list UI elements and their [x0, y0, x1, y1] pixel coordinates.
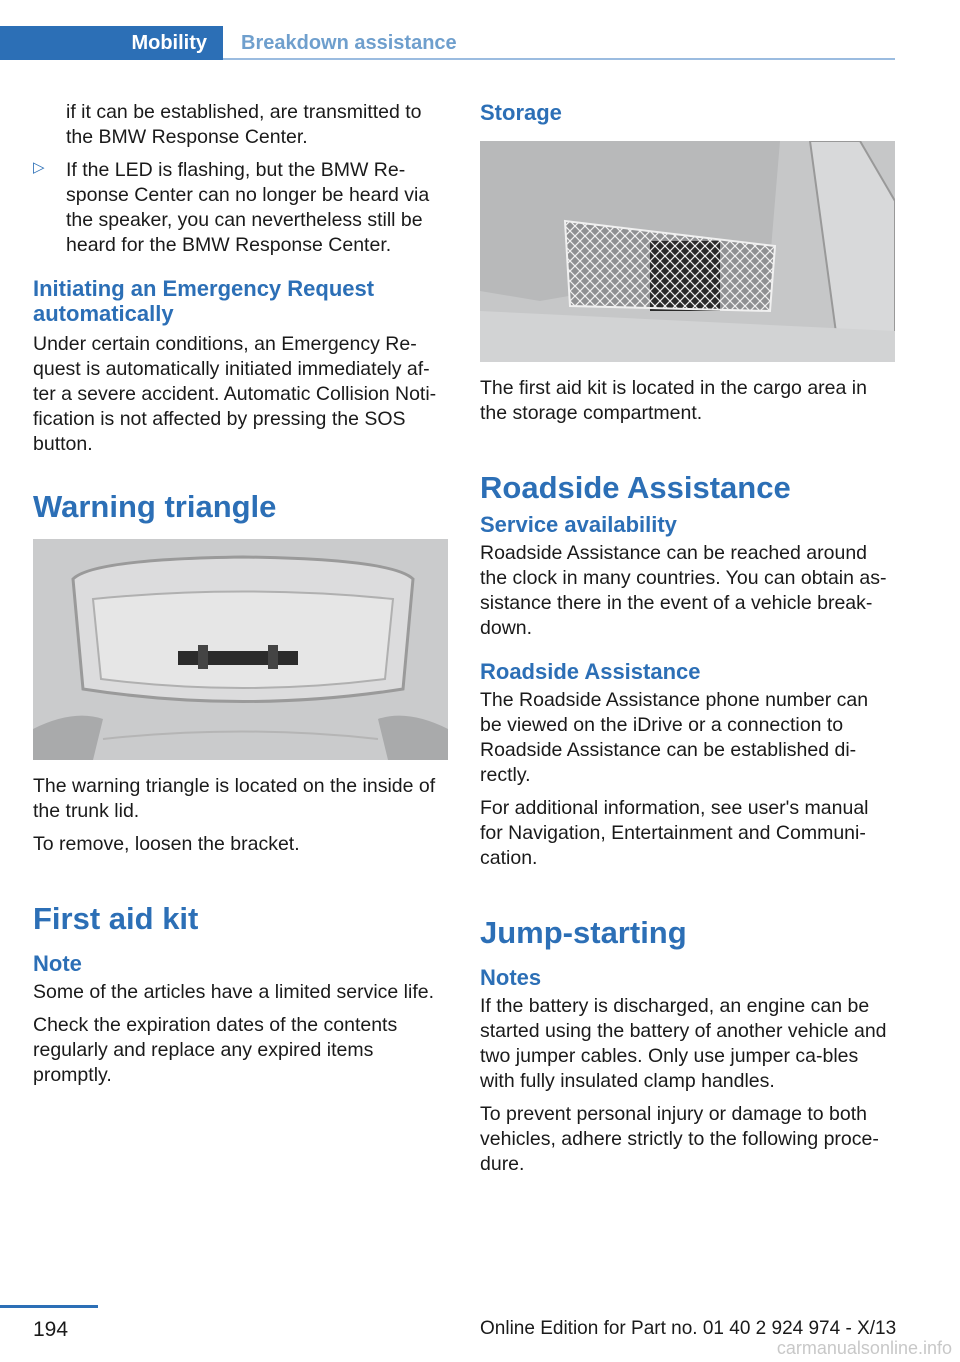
page-number: 194 [33, 1318, 69, 1341]
service-text: Roadside Assistance can be reached around the clock in many countries. You can obtain as‐sistance there in the event of a vehicle break‐down. [480, 542, 887, 639]
heading-notes: Notes [480, 965, 542, 990]
chapter-label: Breakdown assistance [241, 31, 457, 54]
storage-image [480, 141, 895, 362]
heading-roadside-sub: Roadside Assistance [480, 659, 701, 684]
watermark: carmanualsonline.info [776, 1338, 952, 1358]
roadside-text-2: For additional information, see user's manual for Navigation, Entertainment and Communi‐cation. [480, 797, 869, 869]
warning-text-2: To remove, loosen the bracket. [33, 833, 300, 855]
section-tab [0, 26, 223, 60]
warning-triangle-image [33, 539, 448, 760]
section-label: Mobility [131, 31, 207, 54]
heading-service-availability: Service availability [480, 512, 677, 537]
initiating-text: Under certain conditions, an Emergency Re‐quest is automatically initiated immediately af‐ter a severe accident. Automatic Collision Noti‐fication is not affected by pressing the SOS button. [33, 333, 437, 455]
storage-text: The first aid kit is located in the cargo area in the storage compartment. [480, 377, 867, 424]
roadside-text-1: The Roadside Assistance phone number can be viewed on the iDrive or a connection to Roadside Assistance can be established di‐rectly. [480, 689, 869, 786]
triangle-bullet-icon: ▷ [33, 159, 45, 176]
bullet-item [33, 158, 448, 258]
left-column [33, 100, 448, 1088]
right-column [480, 100, 895, 1177]
heading-note: Note [33, 951, 82, 976]
page-header [0, 26, 895, 60]
heading-roadside-assistance: Roadside Assistance [480, 470, 791, 505]
heading-jump-starting: Jump-starting [480, 915, 687, 950]
heading-first-aid: First aid kit [33, 901, 199, 936]
trunk-lid-illustration [33, 539, 448, 760]
cargo-net-illustration [480, 141, 895, 362]
note-text-2: Check the expiration dates of the contents regularly and replace any expired items promptly. [33, 1014, 398, 1086]
heading-warning-triangle: Warning triangle [33, 489, 277, 524]
note-text-1: Some of the articles have a limited service life. [33, 981, 435, 1003]
footer-divider [0, 1305, 98, 1308]
notes-text-2: To prevent personal injury or damage to both vehicles, adhere strictly to the following proce‐dure. [480, 1103, 879, 1175]
heading-storage: Storage [480, 100, 562, 125]
notes-text-1: If the battery is discharged, an engine can be started using the battery of another vehicle and two jumper cables. Only use jumper ca‐bles with fully insulated clamp handles. [480, 995, 887, 1092]
header-divider [223, 58, 895, 60]
bullet-text: If the LED is flashing, but the BMW Re‐sponse Center can no longer be heard via the speaker, you can nevertheless still be heard for the BMW Response Center. [66, 159, 430, 256]
chapter-tab [223, 26, 895, 60]
warning-text-1: The warning triangle is located on the inside of the trunk lid. [33, 775, 436, 822]
intro-continuation: if it can be established, are transmitted to the BMW Response Center. [66, 101, 422, 148]
heading-initiating: Initiating an Emergency Request automatically [33, 276, 375, 326]
edition-note: Online Edition for Part no. 01 40 2 924 974 - X/13 [480, 1318, 897, 1339]
